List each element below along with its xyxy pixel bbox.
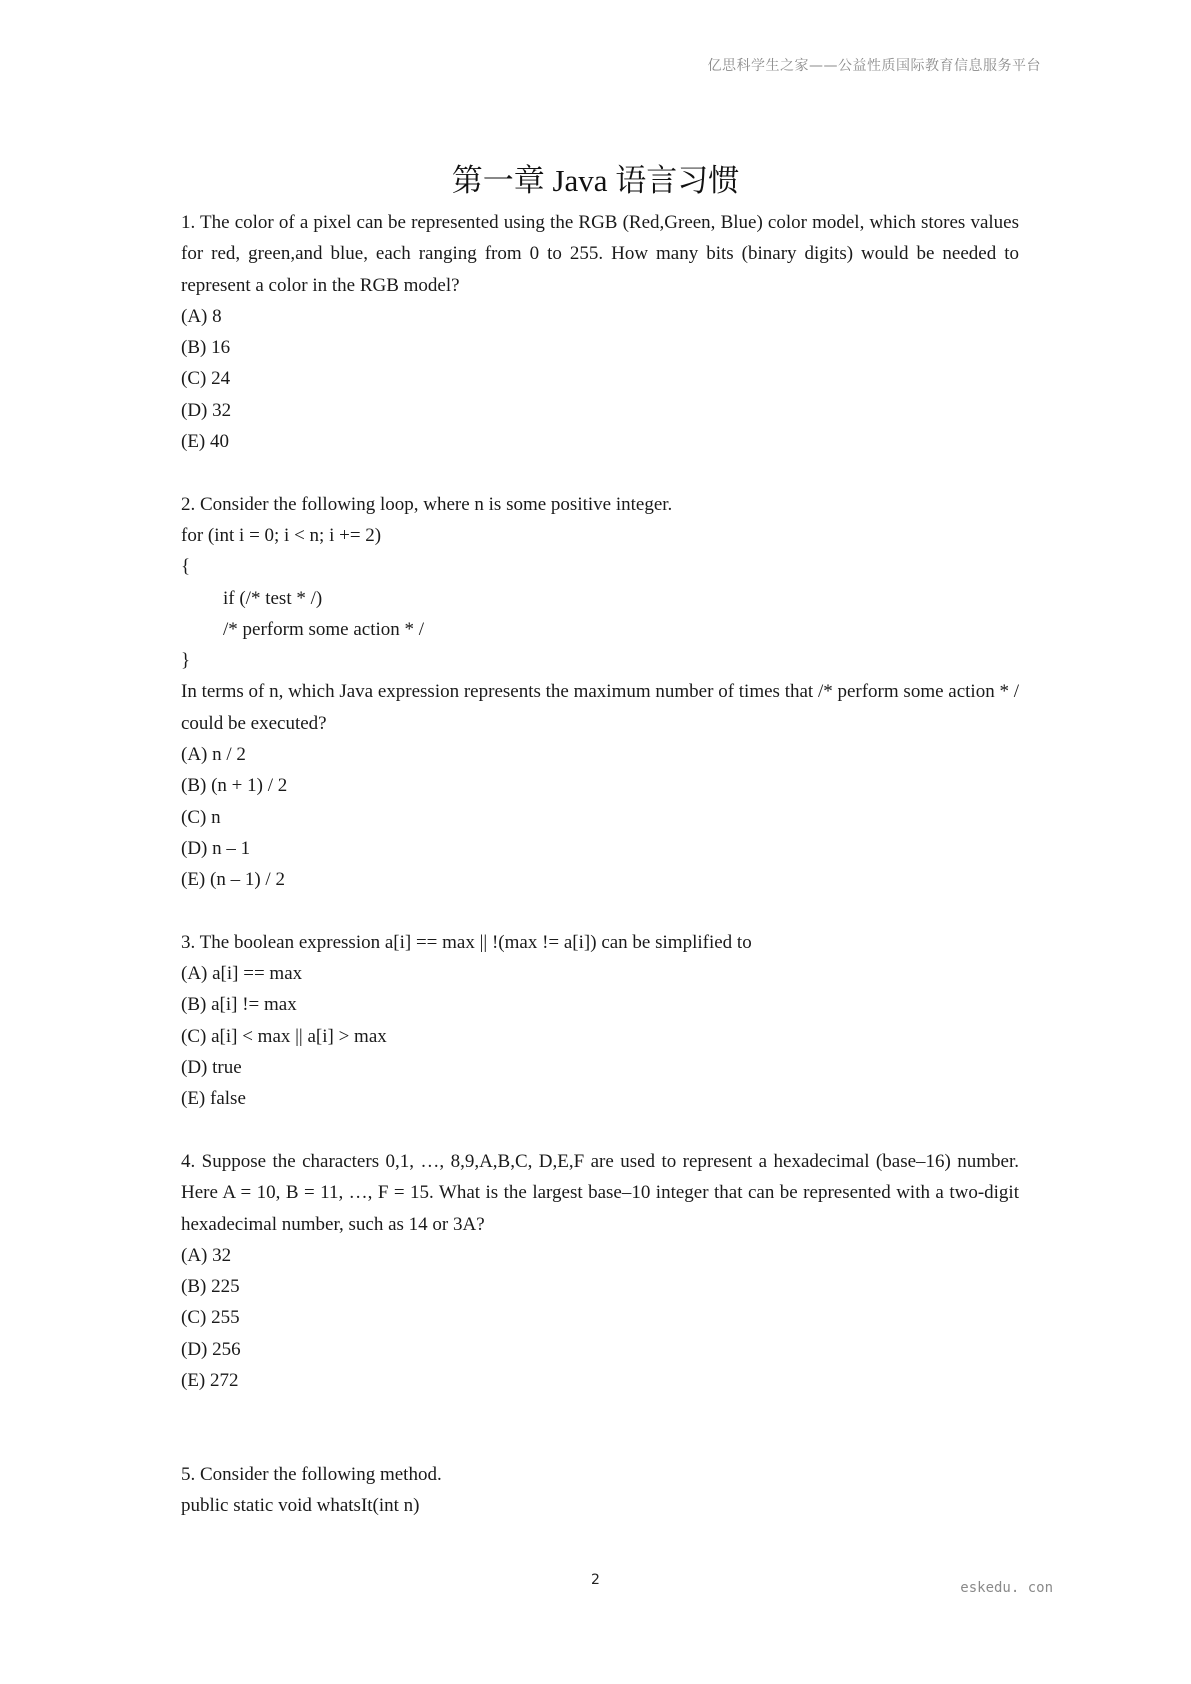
question-2-code-line-1: for (int i = 0; i < n; i += 2) [181,524,382,546]
footer-site: eskedu. con [960,1580,1053,1596]
question-1 [181,207,1019,457]
question-5 [181,1459,1019,1522]
question-2-option-a: (A) n / 2 [181,744,246,766]
question-4-stem: 4. Suppose the characters 0,1, …, 8,9,A,B,C, D,E,F are used to represent a hexadecimal (base–16) number. Here A = 10, B = 11, …, F = 15. What is the largest base–10 integer that can be represented with a two-digit hexadecimal number, such as 14 or 3A? [181,1150,1019,1235]
page-number: 2 [591,1572,600,1588]
question-1-stem: 1. The color of a pixel can be represented using the RGB (Red,Green, Blue) color model, which stores values for red, green,and blue, each ranging from 0 to 255. How many bits (binary digits) would be needed to represent a color in the RGB model? [181,212,1019,296]
question-3-option-c: (C) a[i] < max || a[i] > max [181,1025,387,1047]
spacer [181,1115,1019,1146]
document-body [181,207,1019,1521]
question-4-option-a: (A) 32 [181,1244,232,1266]
chapter-title: 第一章 Java 语言习惯 [451,163,740,198]
question-3-option-b: (B) a[i] != max [181,994,297,1016]
question-3-option-a: (A) a[i] == max [181,963,303,985]
question-2 [181,489,1019,896]
spacer [181,457,1019,488]
question-2-code-line-2: { [181,556,191,578]
question-1-option-d: (D) 32 [181,399,232,421]
question-3-option-d: (D) true [181,1057,242,1079]
question-4 [181,1146,1019,1396]
question-2-option-e: (E) (n – 1) / 2 [181,869,285,891]
question-1-option-e: (E) 40 [181,431,230,453]
spacer [181,1396,1019,1459]
question-1-option-c: (C) 24 [181,368,231,390]
question-1-option-b: (B) 16 [181,337,231,359]
question-2-question: In terms of n, which Java expression represents the maximum number of times that /* perform some action * / could be executed? [181,681,1019,734]
question-5-code-line-1: public static void whatsIt(int n) [181,1495,420,1517]
question-4-option-c: (C) 255 [181,1307,240,1329]
header-note: 亿思科学生之家——公益性质国际教育信息服务平台 [707,58,1041,74]
question-2-option-b: (B) (n + 1) / 2 [181,775,288,797]
question-1-option-a: (A) 8 [181,305,222,327]
question-2-code-line-3: if (/* test * /) [223,587,323,609]
question-3-stem: 3. The boolean expression a[i] == max || !(max != a[i]) can be simplified to [181,931,752,953]
question-2-code-line-5: } [181,650,191,672]
spacer [181,896,1019,927]
question-3 [181,927,1019,1115]
question-3-option-e: (E) false [181,1088,246,1110]
question-4-option-b: (B) 225 [181,1276,240,1298]
question-5-stem: 5. Consider the following method. [181,1463,442,1485]
question-2-code-line-4: /* perform some action * / [223,618,425,640]
question-2-option-c: (C) n [181,806,221,828]
question-2-stem: 2. Consider the following loop, where n is some positive integer. [181,493,673,515]
question-2-option-d: (D) n – 1 [181,837,251,859]
question-4-option-e: (E) 272 [181,1369,239,1391]
question-4-option-d: (D) 256 [181,1338,241,1360]
